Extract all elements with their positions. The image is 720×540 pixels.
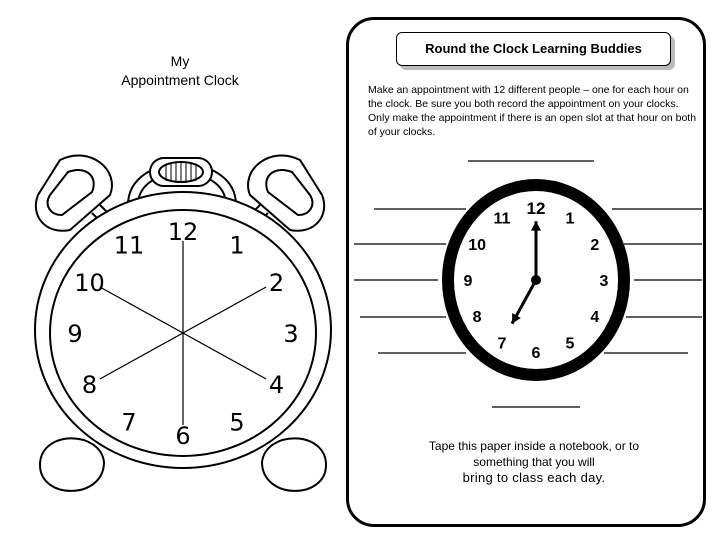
footer-note <box>396 438 672 486</box>
left-clock-number-8: 8 <box>81 371 98 399</box>
right-clock-number-4: 4 <box>590 309 600 326</box>
footer-line-2: something that you will <box>473 455 595 469</box>
footer-line-3: bring to class each day. <box>462 470 606 485</box>
buddies-title: Round the Clock Learning Buddies <box>396 32 671 66</box>
right-clock-number-12: 12 <box>526 199 546 218</box>
right-clock-number-9: 9 <box>463 273 473 290</box>
left-clock-number-5: 5 <box>229 408 245 437</box>
left-clock-number-3: 3 <box>283 320 299 348</box>
left-clock-number-12: 12 <box>167 218 199 246</box>
right-clock-number-1: 1 <box>565 210 575 228</box>
instructions-text: Make an appointment with 12 different people – one for each hour on the clock. Be sure you both record the appointment on your clocks. Only make the appointment if there is an open slot at that hour on both of your clocks. <box>368 84 697 138</box>
right-clock-number-3: 3 <box>599 273 609 290</box>
right-clock-number-10: 10 <box>468 237 487 254</box>
left-clock-number-4: 4 <box>268 371 285 399</box>
left-clock-number-9: 9 <box>67 320 83 348</box>
right-clock-number-7: 7 <box>497 335 507 353</box>
clock-center-pin <box>531 275 541 285</box>
right-clock-number-11: 11 <box>493 210 511 228</box>
footer-line-1: Tape this paper inside a notebook, or to <box>428 439 640 453</box>
title-line-appointment-clock: Appointment Clock <box>121 72 239 88</box>
left-clock-number-6: 6 <box>175 422 191 450</box>
right-clock-number-2: 2 <box>590 237 600 254</box>
left-clock-number-11: 11 <box>113 231 145 260</box>
left-clock-number-2: 2 <box>268 269 285 297</box>
title-line-my: My <box>170 53 190 69</box>
left-clock-number-10: 10 <box>74 269 105 297</box>
right-clock-number-5: 5 <box>565 335 575 353</box>
left-clock-number-7: 7 <box>121 408 137 437</box>
right-clock-number-6: 6 <box>531 345 541 362</box>
left-clock-number-1: 1 <box>229 231 245 260</box>
right-clock-number-8: 8 <box>472 309 482 326</box>
